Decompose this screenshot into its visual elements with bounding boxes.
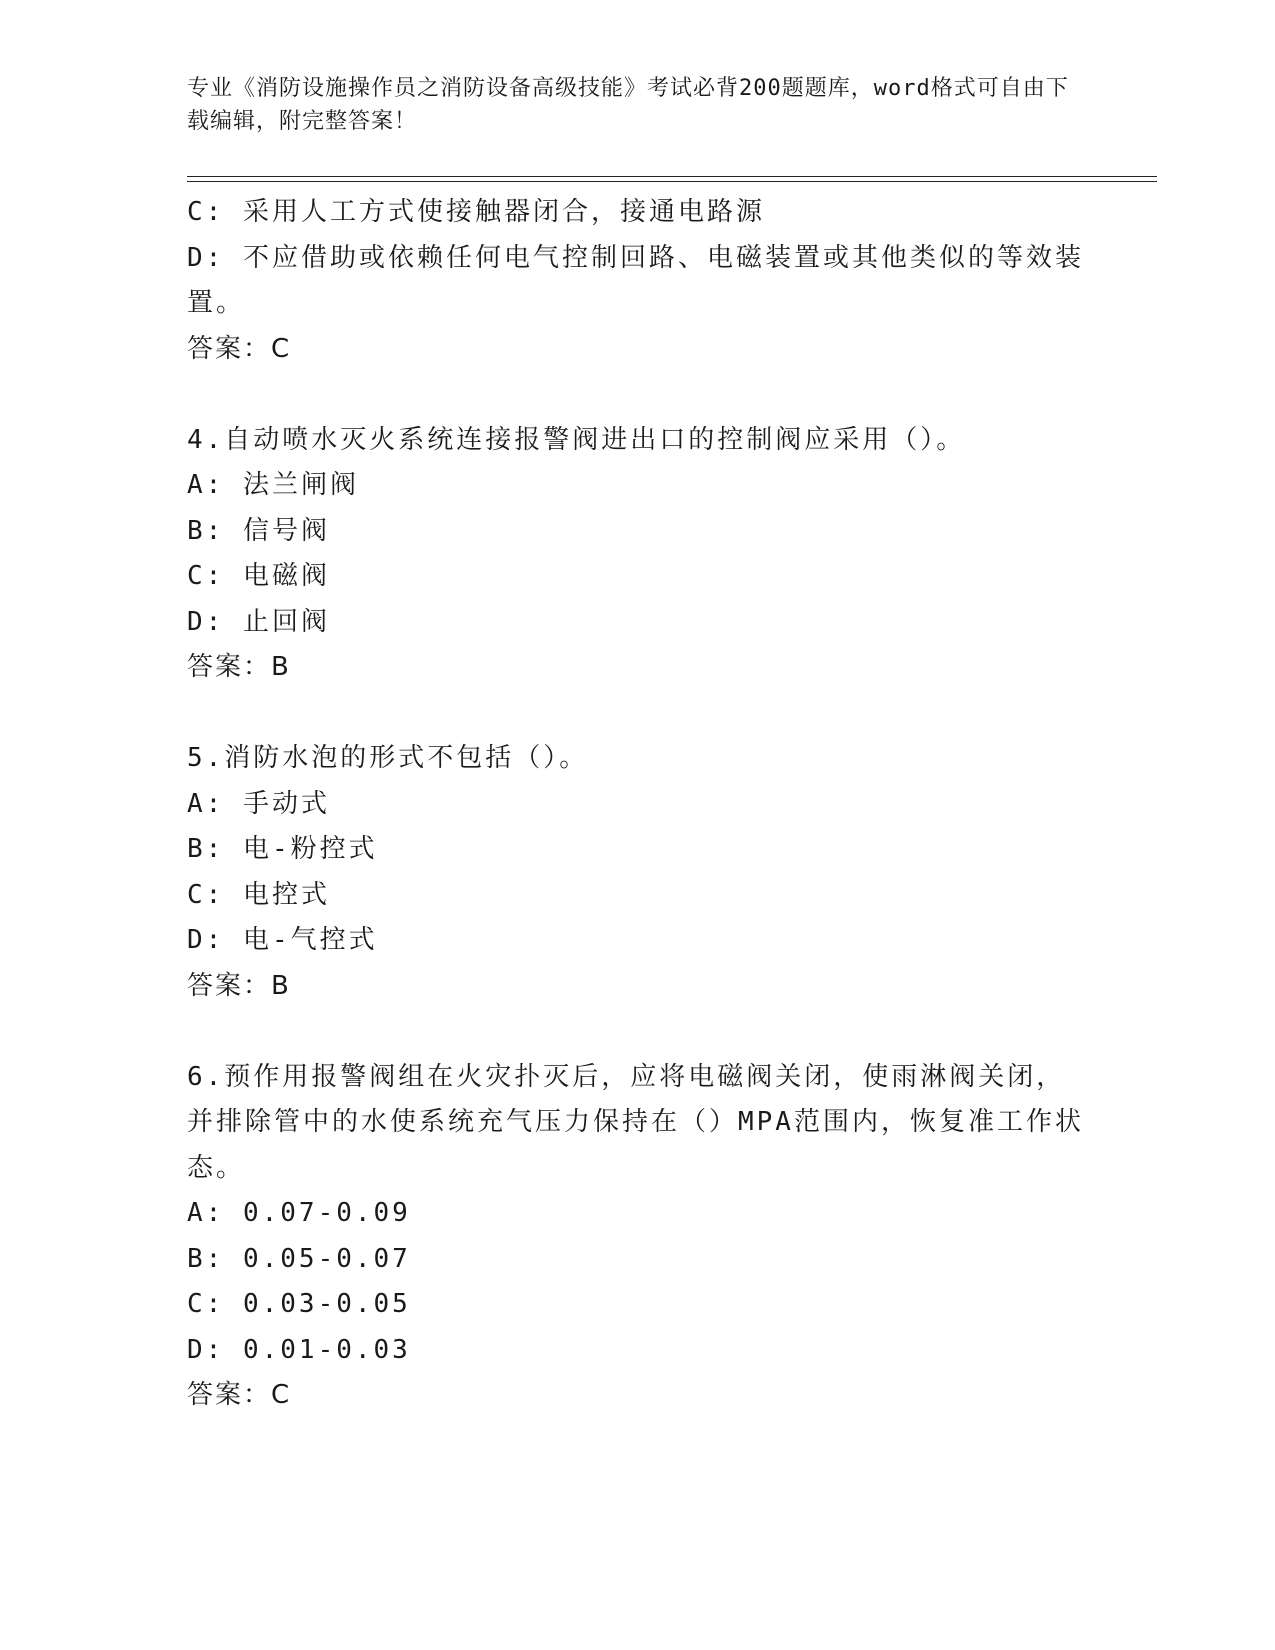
question-stem: 5.消防水泡的形式不包括（）。 [187, 743, 589, 773]
spacer [187, 372, 1087, 418]
option-c: C: 电磁阀 [187, 561, 330, 591]
question-block-5 [187, 736, 1087, 1009]
option-b: B: 0.05-0.07 [187, 1243, 411, 1274]
answer-line: 答案：B [187, 652, 291, 682]
answer-line: 答案：B [187, 970, 291, 1001]
spacer [187, 1009, 1087, 1055]
header-intro-text: 专业《消防设施操作员之消防设备高级技能》考试必背200题题库，word格式可自由下载编辑，附完整答案！ [187, 76, 1069, 134]
question-block-6 [187, 1055, 1087, 1419]
option-c: C: 0.03-0.05 [187, 1289, 411, 1319]
question-stem: 6.预作用报警阀组在火灾扑灭后，应将电磁阀关闭，使雨淋阀关闭，并排除管中的水使系统充气压力保持在（）MPA范围内，恢复准工作状态。 [187, 1061, 1084, 1183]
document-header [187, 72, 1077, 138]
option-a: A: 0.07-0.09 [187, 1198, 411, 1228]
option-b: B: 电-粉控式 [187, 834, 378, 864]
option-c: C: 电控式 [187, 879, 330, 910]
option-d: D: 止回阀 [187, 606, 330, 637]
header-divider-bottom [187, 181, 1157, 182]
question-block-4 [187, 418, 1087, 691]
option-b: B: 信号阀 [187, 515, 330, 546]
option-c: C: 采用人工方式使接触器闭合，接通电路源 [187, 197, 765, 227]
option-d: D: 不应借助或依赖任何电气控制回路、电磁装置或其他类似的等效装置。 [187, 242, 1084, 318]
option-a: A: 法兰闸阀 [187, 470, 359, 500]
spacer [187, 691, 1087, 737]
answer-line: 答案：C [187, 333, 292, 364]
option-a: A: 手动式 [187, 788, 330, 819]
question-stem: 4.自动喷水灭火系统连接报警阀进出口的控制阀应采用（）。 [187, 424, 966, 455]
option-d: D: 电-气控式 [187, 925, 378, 955]
question-list [187, 190, 1087, 1419]
question-block-prev [187, 190, 1087, 372]
header-divider-top [187, 176, 1157, 177]
option-d: D: 0.01-0.03 [187, 1334, 411, 1365]
answer-line: 答案：C [187, 1380, 292, 1410]
